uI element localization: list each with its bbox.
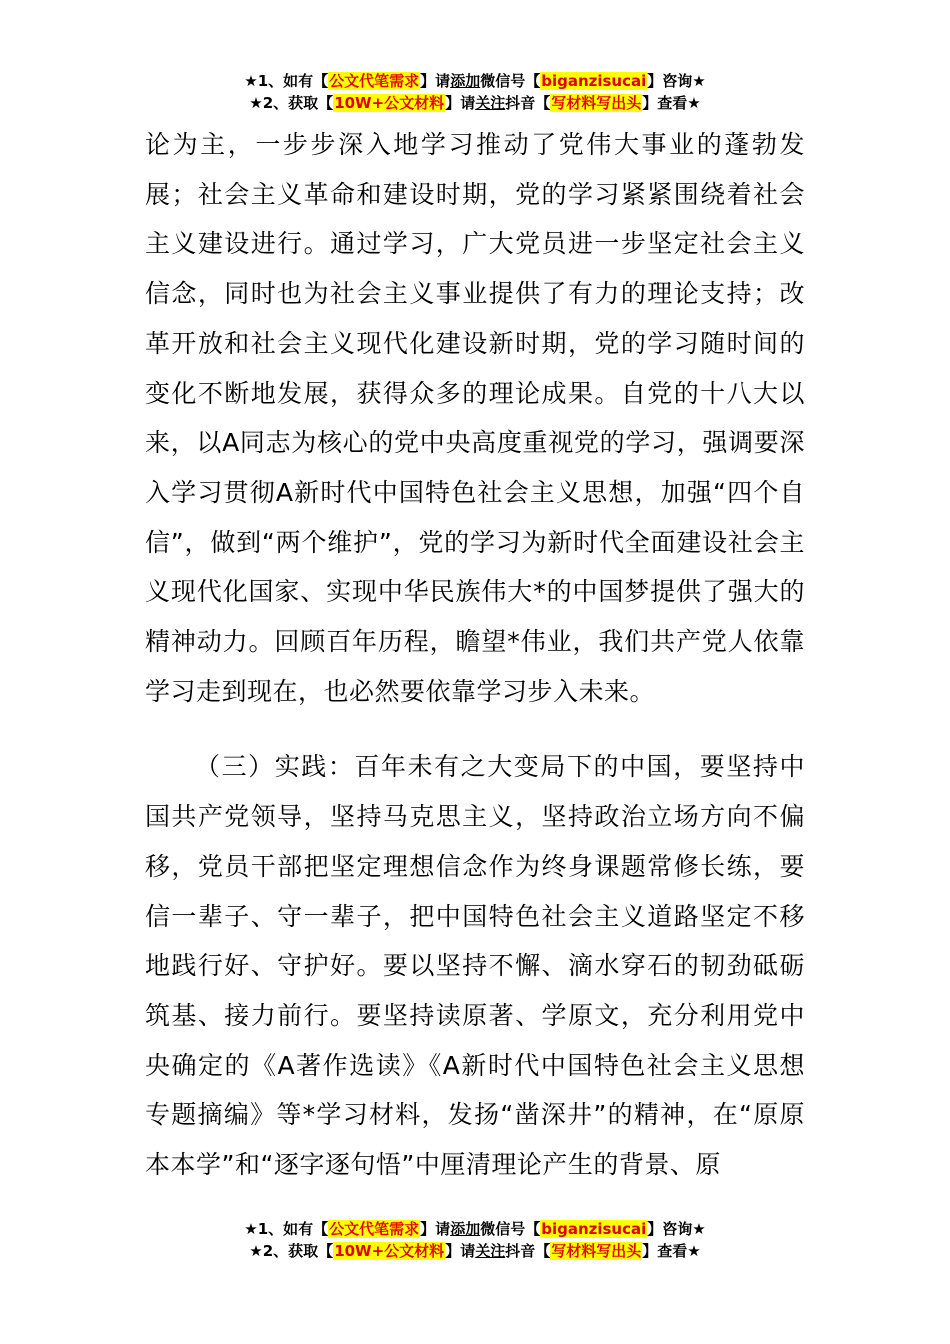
banner-text: 】请 [420, 72, 451, 90]
banner-text: 抖音【 [505, 94, 551, 112]
banner-highlight: 写材料写出头 [551, 94, 642, 112]
banner-text: ★1、如有【 [244, 72, 329, 90]
banner-text: 】查看★ [642, 1242, 701, 1260]
banner-underline: 关注 [475, 94, 506, 112]
footer-banner [0, 1218, 950, 1262]
banner-highlight: 公文代笔需求 [329, 1220, 420, 1238]
banner-text: ★2、获取【 [249, 94, 334, 112]
banner-text: 微信号【 [480, 72, 541, 90]
banner-line-1 [0, 70, 950, 92]
banner-text: ★1、如有【 [244, 1220, 329, 1238]
banner-highlight: 10W+公文材料 [334, 1242, 445, 1260]
banner-line-2 [0, 92, 950, 114]
banner-text: 抖音【 [505, 1242, 551, 1260]
banner-underline: 关注 [475, 1242, 506, 1260]
banner-text: 】请 [420, 1220, 451, 1238]
banner-highlight: 10W+公文材料 [334, 94, 445, 112]
body-paragraph: （三）实践：百年未有之大变局下的中国，要坚持中国共产党领导，坚持马克思主义，坚持政治立场方向不偏移，党员干部把坚定理想信念作为终身课题常修长练，要信一辈子、守一辈子，把中国特色社会主义道路坚定不移地践行好、守护好。要以坚持不懈、滴水穿石的韧劲砥砺筑基、接力前行。要坚持读原著、学原文，充分利用党中央确定的《A著作选读》《A新时代中国特色社会主义思想专题摘编》等*学习材料，发扬“凿深井”的精神，在“原原本本学”和“逐字逐句悟”中厘清理论产生的背景、原 [145, 752, 805, 1180]
banner-line-1 [0, 1218, 950, 1240]
banner-text: 】请 [445, 94, 476, 112]
body-paragraph: 论为主，一步步深入地学习推动了党伟大事业的蓬勃发展；社会主义革命和建设时期，党的学习紧紧围绕着社会主义建设进行。通过学习，广大党员进一步坚定社会主义信念，同时也为社会主义事业提供了有力的理论支持；改革开放和社会主义现代化建设新时期，党的学习随时间的变化不断地发展，获得众多的理论成果。自党的十八大以来，以A同志为核心的党中央高度重视党的学习，强调要深入学习贯彻A新时代中国特色社会主义思想，加强“四个自信”，做到“两个维护”，党的学习为新时代全面建设社会主义现代化国家、实现中华民族伟大*的中国梦提供了强大的精神动力。回顾百年历程，瞻望*伟业，我们共产党人依靠学习走到现在，也必然要依靠学习步入未来。 [145, 130, 805, 706]
banner-text: ★2、获取【 [249, 1242, 334, 1260]
banner-underline: 添加 [450, 1220, 481, 1238]
banner-text: 】咨询★ [647, 1220, 706, 1238]
banner-highlight: 写材料写出头 [551, 1242, 642, 1260]
banner-highlight: biganzisucai [541, 1220, 647, 1238]
banner-line-2 [0, 1240, 950, 1262]
header-banner [0, 70, 950, 114]
banner-text: 】咨询★ [647, 72, 706, 90]
banner-text: 微信号【 [480, 1220, 541, 1238]
banner-highlight: biganzisucai [541, 72, 647, 90]
banner-underline: 添加 [450, 72, 481, 90]
banner-highlight: 公文代笔需求 [329, 72, 420, 90]
document-body [145, 120, 805, 1190]
banner-text: 】查看★ [642, 94, 701, 112]
banner-text: 】请 [445, 1242, 476, 1260]
